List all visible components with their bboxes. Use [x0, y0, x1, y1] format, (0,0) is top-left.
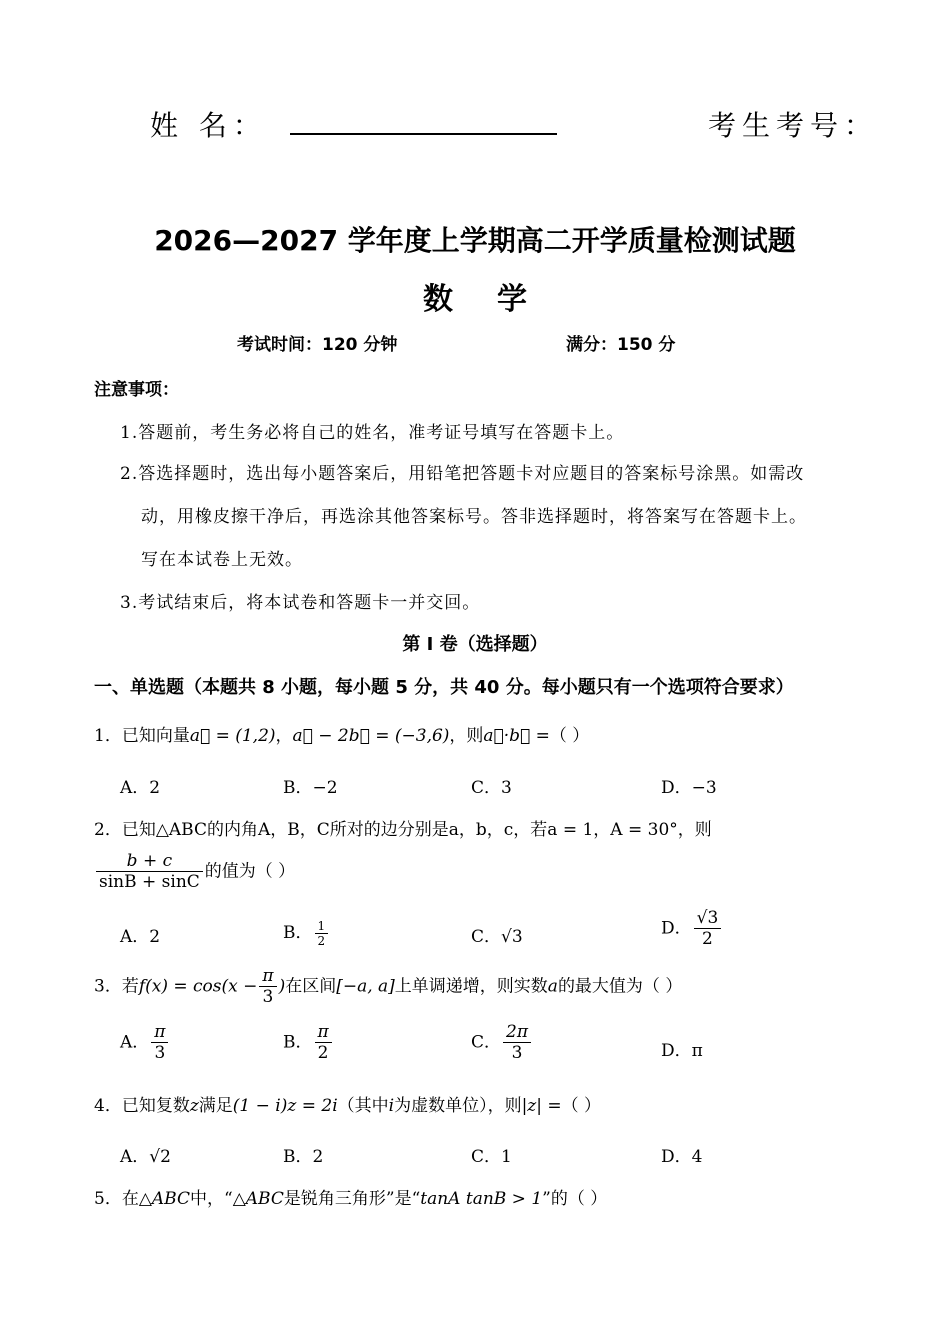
- question-number: 3．: [94, 976, 122, 997]
- math-expression: a: [547, 976, 558, 997]
- math-expression: tanA tanB > 1: [420, 1189, 543, 1209]
- subject-title: 数学: [423, 282, 571, 317]
- fraction: $\frac{\pi}{3}$: [259, 966, 276, 1008]
- math-expression: z: [189, 1096, 199, 1116]
- option-b: B． $\frac{\pi}{2}$: [283, 1022, 334, 1064]
- question-text: ，则: [449, 726, 484, 746]
- question-text: 满足: [198, 1096, 233, 1116]
- option-a: A．2: [120, 927, 161, 947]
- option-a: A． $\frac{\pi}{3}$: [120, 1022, 170, 1064]
- question-text: 中，“: [190, 1189, 233, 1209]
- exam-title: 2026—2027 学年度上学期高二开学质量检测试题: [154, 224, 796, 257]
- name-blank-line[interactable]: [290, 133, 557, 135]
- option-d: D．π: [661, 1041, 703, 1061]
- question-number: 4．: [94, 1096, 122, 1116]
- question-3: 3．若f(x) = cos(x − $\frac{\pi}{3}$ )在区间[−a, a]上单调递增，则实数a的最大值为（ ）: [94, 966, 683, 1008]
- option-a: A．2: [120, 778, 161, 798]
- question-text: 在区间: [285, 976, 337, 997]
- option-b: B．−2: [283, 778, 338, 798]
- full-score: 满分：150 分: [566, 335, 676, 355]
- option-c: C．√3: [471, 927, 523, 947]
- question-text: 已知△ABC的内角A，B，C所对的边分别是a，b，c，若a = 1，A = 30°，则: [121, 820, 712, 840]
- question-text: ，: [275, 726, 293, 746]
- notes-title: 注意事项：: [94, 380, 179, 400]
- exam-time: 考试时间：120 分钟: [237, 335, 398, 355]
- question-text: 的值为（ ）: [204, 861, 296, 882]
- part-title: 第 Ⅰ 卷（选择题）: [402, 634, 548, 655]
- question-number: 2．: [94, 820, 122, 840]
- option-c: C．1: [471, 1147, 512, 1167]
- question-2-expression: [94, 851, 295, 893]
- answer-blank: （ ）: [549, 726, 590, 746]
- option-b: B． $\frac{1}{2}$: [283, 918, 330, 948]
- math-expression: a⃗·b⃗ =: [483, 726, 550, 746]
- question-text: 在: [121, 1189, 139, 1209]
- math-expression: |z| =: [521, 1096, 562, 1116]
- question-2: [94, 815, 712, 840]
- option-a: A．√2: [120, 1147, 171, 1167]
- math-expression: △ABC: [138, 1189, 190, 1209]
- question-text: 已知向量: [121, 726, 190, 746]
- math-expression: (1 − i)z = 2i: [232, 1096, 338, 1116]
- math-expression: a⃗ = (1,2): [189, 726, 276, 746]
- math-expression: [−a, a]: [336, 976, 395, 997]
- math-expression: △ABC: [232, 1189, 284, 1209]
- fraction: $\frac{b + c}{\sin B + \sin C}$: [96, 851, 203, 893]
- option-d: D．4: [661, 1147, 703, 1167]
- question-text: 已知复数: [121, 1096, 190, 1116]
- note-item: 动，用橡皮擦干净后，再选涂其他答案标号。答非选择题时，将答案写在答题卡上。: [141, 507, 807, 527]
- note-item: 写在本试卷上无效。: [141, 550, 303, 570]
- note-item: 1.答题前，考生务必将自己的姓名，准考证号填写在答题卡上。: [120, 423, 625, 443]
- section-title: 一、单选题（本题共 8 小题，每小题 5 分，共 40 分。每小题只有一个选项符合要求）: [94, 677, 794, 698]
- question-4: [94, 1091, 601, 1116]
- question-number: 1．: [94, 726, 122, 746]
- question-text: ”的（ ）: [542, 1189, 608, 1209]
- exam-number-label: 考生考号：: [708, 109, 879, 142]
- question-number: 5．: [94, 1189, 122, 1209]
- option-c: C．3: [471, 778, 512, 798]
- math-expression: i: [388, 1096, 395, 1116]
- math-expression: f(x) = cos(x −: [138, 976, 258, 997]
- option-b: B．2: [283, 1147, 324, 1167]
- math-expression: a⃗ − 2b⃗ = (−3,6): [292, 726, 450, 746]
- note-item: 3.考试结束后，将本试卷和答题卡一并交回。: [120, 593, 481, 613]
- question-1: [94, 721, 589, 746]
- option-d: D．−3: [661, 778, 717, 798]
- option-c: C． $\frac{2\pi}{3}$: [471, 1022, 533, 1064]
- answer-blank: （ ）: [561, 1096, 602, 1116]
- question-text: 若: [121, 976, 139, 997]
- question-text: 上单调递增，则实数: [394, 976, 548, 997]
- question-text: 为虚数单位），则: [394, 1096, 522, 1116]
- question-text: 是锐角三角形”是“: [283, 1189, 421, 1209]
- option-d: D． $\frac{√3}{2}$: [661, 908, 723, 950]
- name-label: 姓 名：: [150, 109, 267, 142]
- question-text: （其中: [337, 1096, 389, 1116]
- question-text: 的最大值为（ ）: [557, 976, 683, 997]
- note-item: 2.答选择题时，选出每小题答案后，用铅笔把答题卡对应题目的答案标号涂黑。如需改: [120, 464, 805, 484]
- question-5: [94, 1184, 607, 1209]
